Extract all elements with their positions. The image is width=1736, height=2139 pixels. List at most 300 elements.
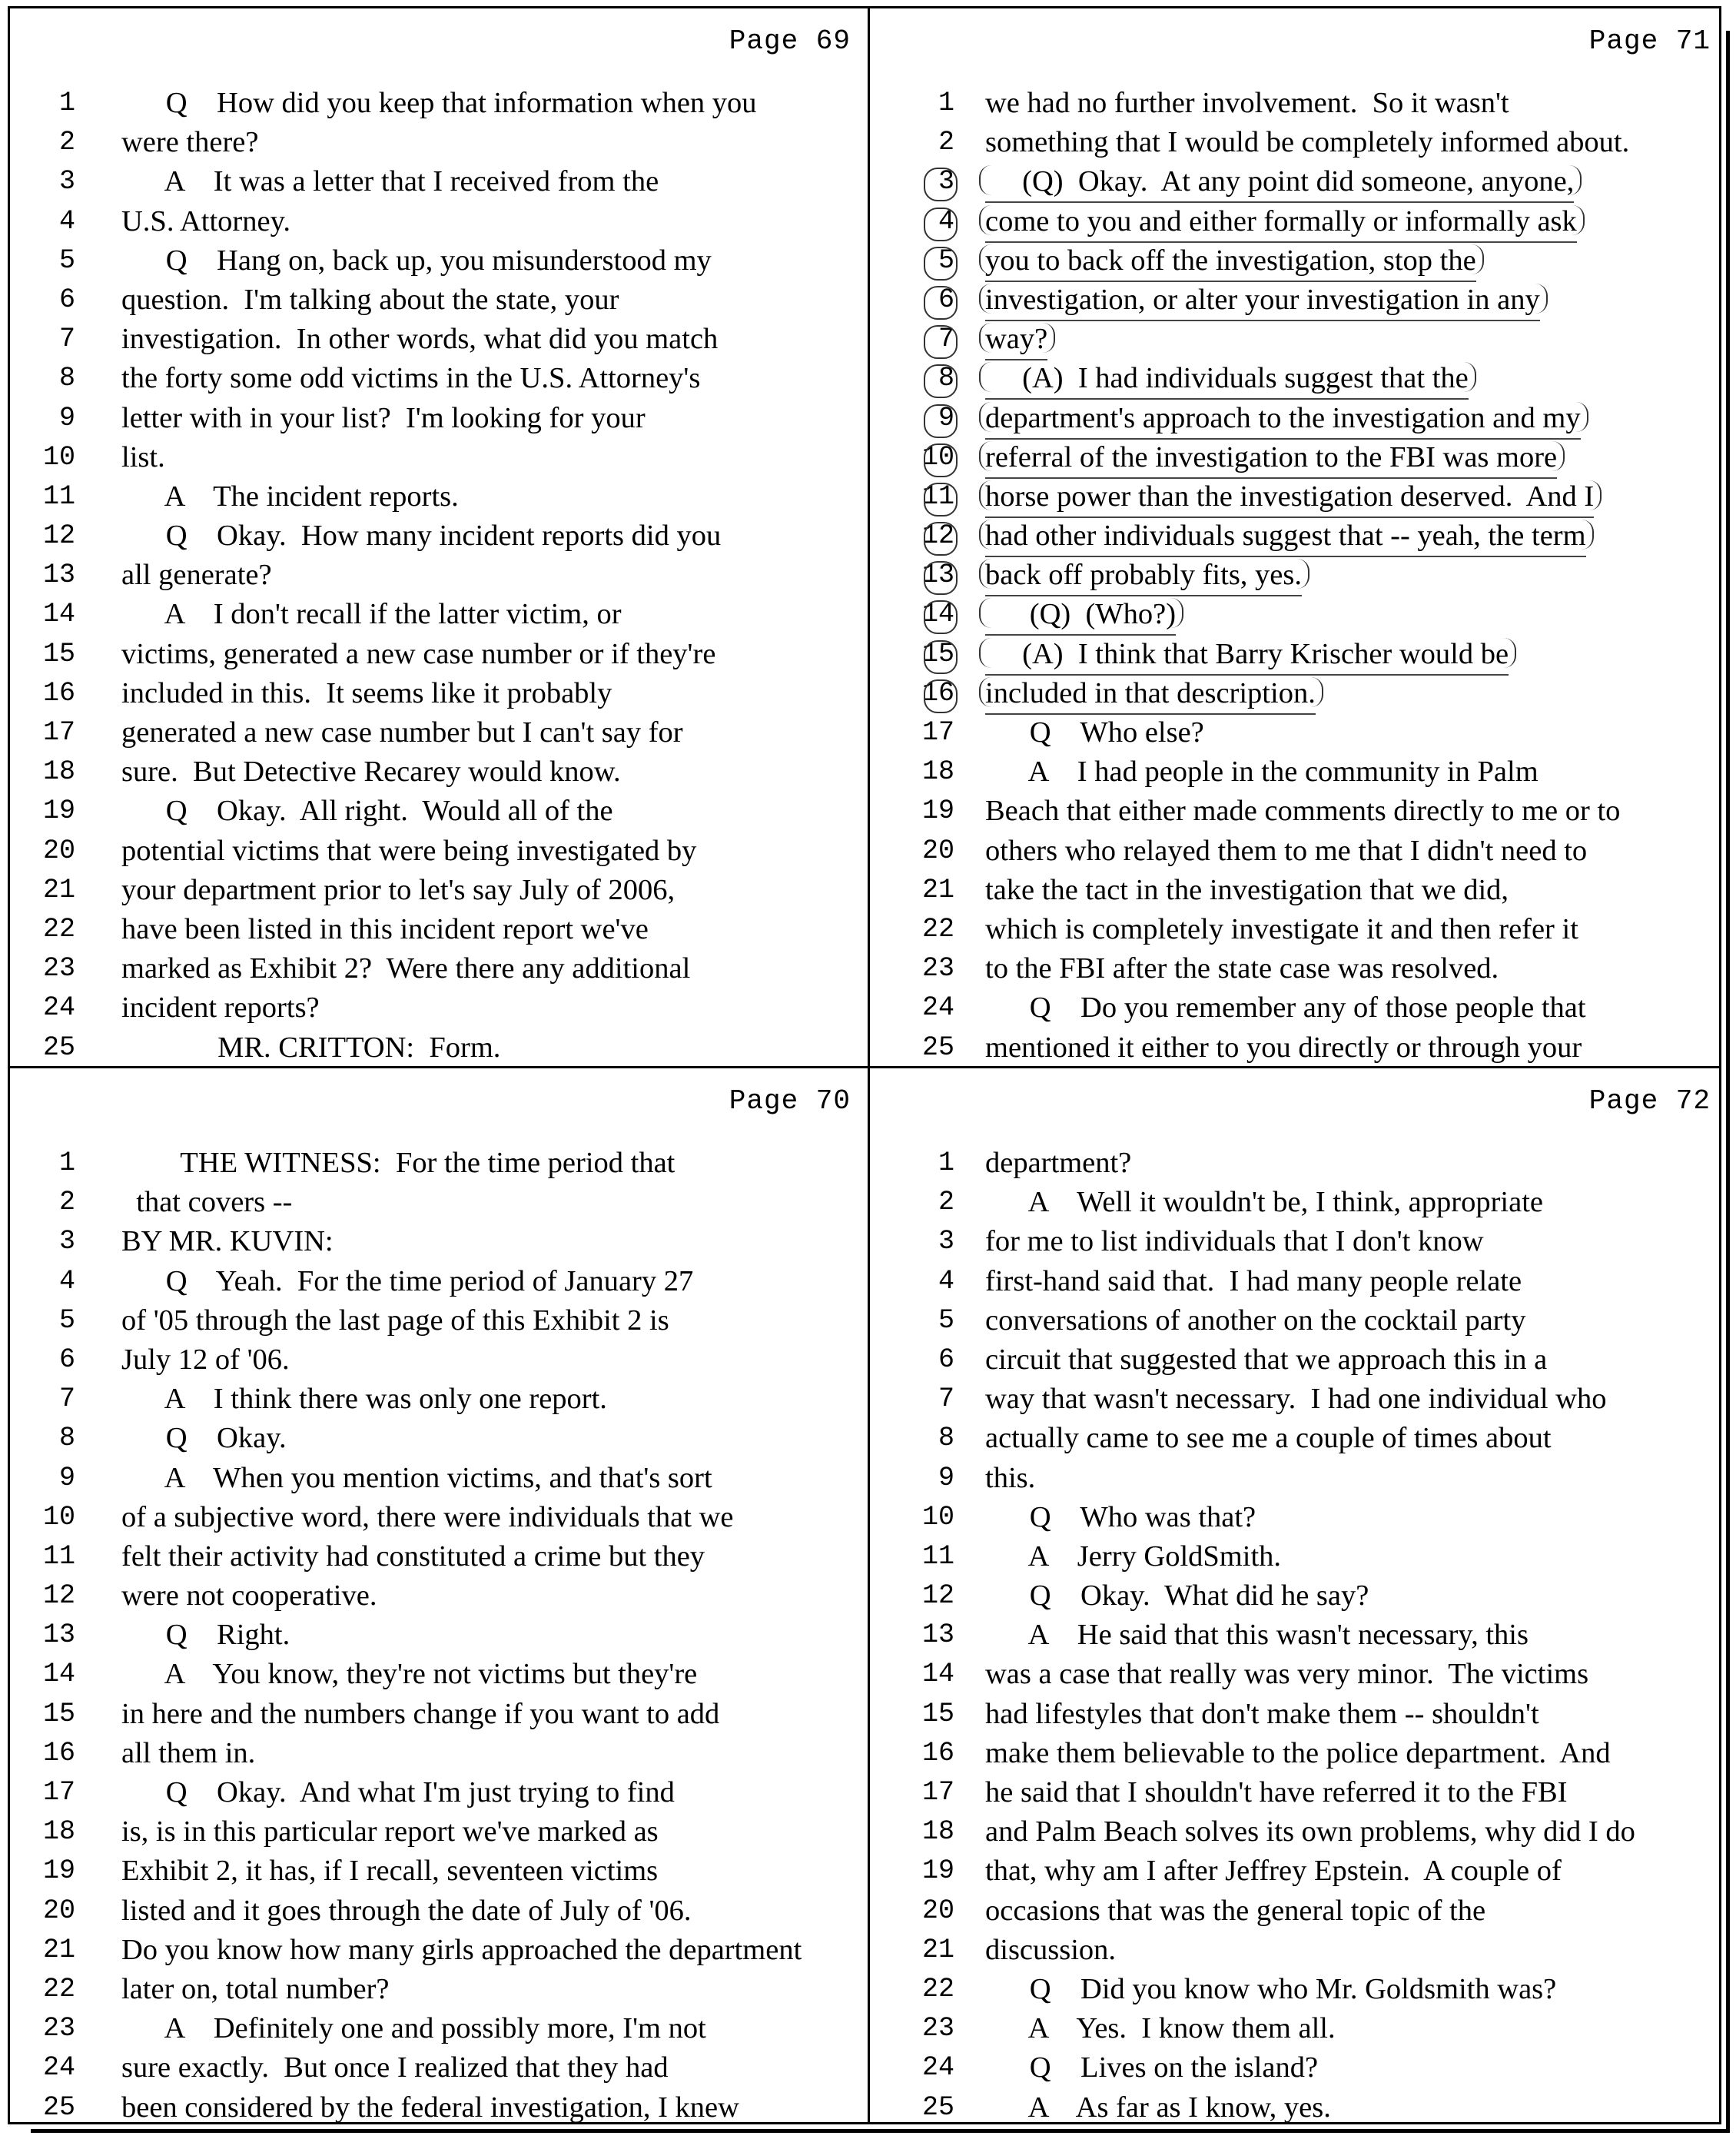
line-number: 16 xyxy=(42,1737,75,1769)
line-text: (Q) (Who?) xyxy=(985,595,1176,636)
transcript-line xyxy=(10,123,863,162)
line-text: had lifestyles that don't make them -- shouldn't xyxy=(985,1697,1539,1730)
line-text: A The incident reports. xyxy=(121,480,459,513)
line-number: 6 xyxy=(58,1344,75,1375)
line-number: 23 xyxy=(42,953,75,985)
transcript-line xyxy=(10,516,863,556)
line-text: all them in. xyxy=(121,1736,256,1769)
transcript-line xyxy=(10,949,863,988)
transcript-line xyxy=(870,752,1723,792)
line-text: we had no further involvement. So it wasn't xyxy=(985,87,1509,119)
transcript-line xyxy=(870,1695,1723,1734)
transcript-line xyxy=(870,1931,1723,1970)
line-text: for me to list individuals that I don't know xyxy=(985,1225,1484,1258)
line-number: 2 xyxy=(938,1187,954,1218)
line-text: he said that I shouldn't have referred it to the FBI xyxy=(985,1776,1568,1809)
line-number: 14 xyxy=(870,595,954,634)
transcript-line xyxy=(870,1892,1723,1931)
transcript-line xyxy=(10,1028,863,1068)
line-text: were there? xyxy=(121,126,259,159)
line-number: 23 xyxy=(921,2013,954,2044)
transcript-line xyxy=(870,1262,1723,1301)
transcript-line xyxy=(870,1419,1723,1458)
line-number: 3 xyxy=(870,162,954,201)
transcript-line xyxy=(10,792,863,831)
line-number: 23 xyxy=(921,953,954,985)
line-text: the forty some odd victims in the U.S. Attorney's xyxy=(121,362,701,395)
line-number: 15 xyxy=(42,638,75,669)
transcript-line xyxy=(870,399,1723,438)
line-text: marked as Exhibit 2? Were there any additional xyxy=(121,952,691,985)
line-number: 11 xyxy=(42,480,75,512)
transcript-line xyxy=(870,1537,1723,1576)
line-number: 5 xyxy=(58,1304,75,1336)
line-text: later on, total number? xyxy=(121,1972,390,2005)
line-text: victims, generated a new case number or if they're xyxy=(121,637,716,670)
line-number: 2 xyxy=(58,1187,75,1218)
transcript-line xyxy=(870,595,1723,634)
line-text: something that I would be completely informed about. xyxy=(985,126,1630,159)
transcript-line xyxy=(10,1931,863,1970)
transcript-line xyxy=(870,1616,1723,1655)
transcript-line xyxy=(10,556,863,595)
transcript-line xyxy=(10,1892,863,1931)
transcript-line xyxy=(10,241,863,281)
transcript-line xyxy=(10,1380,863,1419)
line-number: 20 xyxy=(921,1895,954,1926)
line-number: 13 xyxy=(42,1619,75,1651)
line-text: Q Lives on the island? xyxy=(985,2051,1319,2084)
transcript-line xyxy=(870,1498,1723,1537)
line-text: Do you know how many girls approached the department xyxy=(121,1933,802,1966)
line-number: 10 xyxy=(42,1501,75,1533)
line-number: 11 xyxy=(870,477,954,516)
page-number-label: Page 69 xyxy=(729,25,851,57)
transcript-line xyxy=(870,1773,1723,1812)
line-text: to the FBI after the state case was resolved. xyxy=(985,952,1499,985)
line-number: 25 xyxy=(42,1031,75,1063)
transcript-line xyxy=(870,320,1723,359)
transcript-line xyxy=(10,84,863,123)
line-number: 22 xyxy=(921,913,954,945)
line-number: 10 xyxy=(921,1501,954,1533)
line-number: 8 xyxy=(58,363,75,394)
line-number: 14 xyxy=(42,599,75,630)
line-text: incident reports? xyxy=(121,991,320,1025)
line-text: U.S. Attorney. xyxy=(121,204,290,237)
transcript-line xyxy=(10,871,863,910)
line-text: was a case that really was very minor. The victims xyxy=(985,1658,1589,1691)
line-number: 9 xyxy=(870,399,954,438)
line-text: Q Okay. xyxy=(121,1422,287,1455)
line-text: A I think there was only one report. xyxy=(121,1383,607,1416)
line-text: (A) I think that Barry Krischer would be xyxy=(985,635,1509,676)
transcript-lines xyxy=(10,84,863,1068)
line-number: 4 xyxy=(938,1265,954,1297)
line-text: of '05 through the last page of this Exhibit 2 is xyxy=(121,1304,669,1337)
transcript-line xyxy=(870,1380,1723,1419)
transcript-lines xyxy=(10,1144,863,2127)
line-number: 5 xyxy=(938,1304,954,1336)
transcript-line xyxy=(870,635,1723,674)
line-text: list. xyxy=(121,440,165,473)
transcript-line xyxy=(10,320,863,359)
transcript-line xyxy=(870,1459,1723,1498)
line-number: 21 xyxy=(921,874,954,905)
line-text: A I don't recall if the latter victim, or xyxy=(121,598,622,631)
line-number: 6 xyxy=(58,284,75,315)
line-text: investigation, or alter your investigation in any xyxy=(985,281,1540,321)
line-number: 22 xyxy=(42,913,75,945)
line-text: Q Right. xyxy=(121,1619,290,1652)
line-number: 2 xyxy=(58,127,75,158)
line-text: all generate? xyxy=(121,559,272,592)
transcript-line xyxy=(870,123,1723,162)
line-number: 9 xyxy=(938,1462,954,1493)
line-number: 15 xyxy=(921,1698,954,1729)
transcript-line xyxy=(870,2048,1723,2088)
line-text: make them believable to the police department. And xyxy=(985,1736,1611,1769)
line-number: 19 xyxy=(42,795,75,827)
transcript-line xyxy=(10,2009,863,2048)
line-text: Exhibit 2, it has, if I recall, seventeen victims xyxy=(121,1855,659,1888)
page-number-label: Page 70 xyxy=(729,1085,851,1117)
transcript-line xyxy=(870,556,1723,595)
transcript-line xyxy=(10,1537,863,1576)
line-text: letter with in your list? I'm looking for your xyxy=(121,401,646,434)
line-text: sure exactly. But once I realized that they had xyxy=(121,2051,669,2084)
line-text: take the tact in the investigation that we did, xyxy=(985,873,1509,906)
line-text: your department prior to let's say July of 2006, xyxy=(121,873,675,906)
page-number-label: Page 71 xyxy=(1588,25,1711,57)
transcript-line xyxy=(870,1028,1723,1068)
line-text: were not cooperative. xyxy=(121,1579,377,1613)
transcript-page-72 xyxy=(870,1068,1723,2124)
line-text: A He said that this wasn't necessary, this xyxy=(985,1619,1529,1652)
transcript-line xyxy=(10,202,863,241)
line-number: 11 xyxy=(42,1540,75,1572)
line-number: 13 xyxy=(42,560,75,591)
line-text: question. I'm talking about the state, your xyxy=(121,283,619,316)
transcript-line xyxy=(870,1222,1723,1261)
line-number: 1 xyxy=(938,1148,954,1178)
line-text: back off probably fits, yes. xyxy=(985,556,1302,596)
line-number: 1 xyxy=(938,88,954,118)
line-number: 14 xyxy=(921,1659,954,1690)
line-number: 20 xyxy=(42,1895,75,1926)
line-text: way? xyxy=(985,320,1047,360)
line-text: July 12 of '06. xyxy=(121,1343,290,1376)
line-number: 8 xyxy=(58,1423,75,1454)
line-text: you to back off the investigation, stop the xyxy=(985,241,1476,282)
line-number: 21 xyxy=(42,1934,75,1965)
line-number: 13 xyxy=(921,1619,954,1651)
line-text: Q Did you know who Mr. Goldsmith was? xyxy=(985,1972,1557,2005)
line-number: 24 xyxy=(42,2052,75,2084)
line-text: Q Okay. How many incident reports did you xyxy=(121,520,722,553)
transcript-line xyxy=(10,1852,863,1891)
transcript-line xyxy=(870,1576,1723,1616)
transcript-line xyxy=(870,1144,1723,1183)
line-text: Q Okay. And what I'm just trying to find xyxy=(121,1776,675,1809)
transcript-line xyxy=(10,1970,863,2009)
line-number: 12 xyxy=(921,1580,954,1612)
line-text: listed and it goes through the date of July of '06. xyxy=(121,1894,692,1927)
line-text: Q How did you keep that information when you xyxy=(121,87,757,119)
line-number: 24 xyxy=(921,992,954,1024)
transcript-line xyxy=(10,438,863,477)
transcript-line xyxy=(10,752,863,792)
line-number: 18 xyxy=(42,756,75,788)
transcript-line xyxy=(10,359,863,398)
transcript-line xyxy=(10,1301,863,1340)
transcript-line xyxy=(870,1340,1723,1380)
line-text: A Definitely one and possibly more, I'm not xyxy=(121,2012,706,2045)
line-text: (Q) Okay. At any point did someone, anyone, xyxy=(985,162,1574,203)
line-text: generated a new case number but I can't say for xyxy=(121,716,683,749)
line-text: which is completely investigate it and then refer it xyxy=(985,912,1578,945)
line-number: 15 xyxy=(870,635,954,674)
line-number: 3 xyxy=(58,166,75,198)
transcript-line xyxy=(10,910,863,949)
line-number: 8 xyxy=(870,359,954,398)
transcript-line xyxy=(870,84,1723,123)
transcript-line xyxy=(10,674,863,713)
line-text: Q Do you remember any of those people that xyxy=(985,991,1586,1025)
line-number: 16 xyxy=(921,1737,954,1769)
transcript-line xyxy=(10,162,863,201)
page-number-label: Page 72 xyxy=(1588,1085,1711,1117)
transcript-line xyxy=(10,1498,863,1537)
line-number: 19 xyxy=(921,795,954,827)
line-number: 3 xyxy=(938,1226,954,1257)
transcript-sheet xyxy=(8,6,1721,2124)
line-number: 9 xyxy=(58,1462,75,1493)
line-number: 10 xyxy=(42,441,75,473)
transcript-page-69 xyxy=(10,8,863,1064)
line-number: 15 xyxy=(42,1698,75,1729)
line-number: 4 xyxy=(870,202,954,241)
line-number: 25 xyxy=(921,1031,954,1063)
transcript-line xyxy=(870,1183,1723,1222)
line-text: have been listed in this incident report we've xyxy=(121,912,649,945)
transcript-lines xyxy=(870,1144,1723,2127)
line-number: 17 xyxy=(42,717,75,748)
transcript-line xyxy=(870,202,1723,241)
transcript-line xyxy=(10,1222,863,1261)
transcript-line xyxy=(10,1459,863,1498)
line-text: way that wasn't necessary. I had one individual who xyxy=(985,1383,1607,1416)
line-text: referral of the investigation to the FBI was more xyxy=(985,438,1557,479)
transcript-line xyxy=(10,2088,863,2127)
transcript-line xyxy=(870,241,1723,281)
line-number: 4 xyxy=(58,205,75,237)
line-number: 3 xyxy=(58,1226,75,1257)
transcript-line xyxy=(870,792,1723,831)
transcript-line xyxy=(10,595,863,634)
transcript-line xyxy=(10,399,863,438)
transcript-line xyxy=(10,281,863,320)
transcript-page-71 xyxy=(870,8,1723,1064)
transcript-line xyxy=(870,516,1723,556)
line-text: investigation. In other words, what did you match xyxy=(121,323,719,356)
line-number: 24 xyxy=(42,992,75,1024)
transcript-line xyxy=(10,2048,863,2088)
line-number: 14 xyxy=(42,1659,75,1690)
line-text: Q Okay. What did he say? xyxy=(985,1579,1369,1613)
transcript-line xyxy=(10,1183,863,1222)
transcript-line xyxy=(10,1734,863,1773)
line-text: A Yes. I know them all. xyxy=(985,2012,1336,2045)
line-text: that covers -- xyxy=(121,1186,293,1219)
line-number: 12 xyxy=(42,520,75,552)
transcript-line xyxy=(10,832,863,871)
line-text: department's approach to the investigation and my xyxy=(985,399,1581,440)
line-number: 18 xyxy=(42,1816,75,1848)
line-number: 7 xyxy=(58,324,75,355)
transcript-line xyxy=(870,949,1723,988)
page-shadow-bottom xyxy=(31,2129,1729,2133)
line-number: 18 xyxy=(921,1816,954,1848)
transcript-page-70 xyxy=(10,1068,863,2124)
transcript-line xyxy=(870,871,1723,910)
transcript-line xyxy=(10,1773,863,1812)
line-number: 7 xyxy=(870,320,954,359)
line-number: 25 xyxy=(921,2091,954,2123)
transcript-line xyxy=(10,1616,863,1655)
line-text: A You know, they're not victims but they're xyxy=(121,1658,698,1691)
transcript-line xyxy=(870,713,1723,752)
line-number: 22 xyxy=(921,1973,954,2004)
line-text: sure. But Detective Recarey would know. xyxy=(121,756,621,789)
line-number: 2 xyxy=(938,127,954,158)
line-text: Q Who was that? xyxy=(985,1500,1256,1533)
transcript-line xyxy=(10,1695,863,1734)
line-text: BY MR. KUVIN: xyxy=(121,1225,334,1258)
line-text: Q Who else? xyxy=(985,716,1204,749)
line-text: conversations of another on the cocktail party xyxy=(985,1304,1526,1337)
transcript-line xyxy=(870,1301,1723,1340)
line-text: in here and the numbers change if you want to add xyxy=(121,1697,720,1730)
transcript-line xyxy=(870,1655,1723,1694)
line-number: 7 xyxy=(58,1383,75,1415)
line-text: felt their activity had constituted a crime but they xyxy=(121,1539,705,1573)
transcript-line xyxy=(870,359,1723,398)
transcript-line xyxy=(870,1852,1723,1891)
transcript-lines xyxy=(870,84,1723,1068)
transcript-line xyxy=(870,1812,1723,1852)
transcript-line xyxy=(870,281,1723,320)
line-text: A As far as I know, yes. xyxy=(985,2091,1331,2124)
line-text: come to you and either formally or informally ask xyxy=(985,202,1577,243)
line-text: mentioned it either to you directly or through your xyxy=(985,1031,1582,1064)
transcript-line xyxy=(10,477,863,516)
line-text: been considered by the federal investigation, I knew xyxy=(121,2091,739,2124)
line-number: 23 xyxy=(42,2013,75,2044)
line-text: A I had people in the community in Palm xyxy=(985,756,1539,789)
line-number: 20 xyxy=(921,835,954,866)
transcript-line xyxy=(870,832,1723,871)
line-text: included in that description. xyxy=(985,674,1316,715)
line-number: 21 xyxy=(921,1934,954,1965)
line-text: horse power than the investigation deserved. And I xyxy=(985,477,1594,518)
transcript-line xyxy=(870,988,1723,1028)
line-number: 17 xyxy=(921,717,954,748)
line-number: 5 xyxy=(58,244,75,276)
line-text: that, why am I after Jeffrey Epstein. A couple of xyxy=(985,1855,1562,1888)
line-number: 19 xyxy=(42,1855,75,1887)
line-text: circuit that suggested that we approach this in a xyxy=(985,1343,1548,1376)
line-number: 21 xyxy=(42,874,75,905)
transcript-line xyxy=(10,1419,863,1458)
transcript-line xyxy=(10,635,863,674)
transcript-line xyxy=(870,674,1723,713)
line-number: 6 xyxy=(938,1344,954,1375)
transcript-line xyxy=(10,1655,863,1694)
line-text: A Well it wouldn't be, I think, appropriate xyxy=(985,1186,1543,1219)
transcript-line xyxy=(10,1340,863,1380)
transcript-line xyxy=(10,988,863,1028)
line-number: 13 xyxy=(870,556,954,595)
line-text: department? xyxy=(985,1147,1132,1179)
line-number: 9 xyxy=(58,402,75,433)
line-number: 25 xyxy=(42,2091,75,2123)
transcript-line xyxy=(870,1970,1723,2009)
transcript-line xyxy=(10,1576,863,1616)
line-number: 17 xyxy=(42,1777,75,1808)
line-number: 10 xyxy=(870,438,954,477)
transcript-line xyxy=(870,910,1723,949)
line-text: had other individuals suggest that -- yeah, the term xyxy=(985,516,1586,557)
transcript-line xyxy=(10,1144,863,1183)
transcript-line xyxy=(870,2009,1723,2048)
line-text: occasions that was the general topic of the xyxy=(985,1894,1486,1927)
transcript-line xyxy=(870,438,1723,477)
line-text: Q Yeah. For the time period of January 27 xyxy=(121,1264,694,1297)
line-text: Q Okay. All right. Would all of the xyxy=(121,795,613,828)
line-number: 7 xyxy=(938,1383,954,1415)
line-text: is, is in this particular report we've marked as xyxy=(121,1815,659,1848)
line-number: 19 xyxy=(921,1855,954,1887)
transcript-line xyxy=(870,1734,1723,1773)
line-text: A Jerry GoldSmith. xyxy=(985,1539,1282,1573)
line-text: Beach that either made comments directly to me or to xyxy=(985,795,1621,828)
line-number: 4 xyxy=(58,1265,75,1297)
line-number: 12 xyxy=(870,516,954,556)
line-number: 12 xyxy=(42,1580,75,1612)
transcript-line xyxy=(10,1262,863,1301)
line-number: 16 xyxy=(870,674,954,713)
line-number: 20 xyxy=(42,835,75,866)
line-text: (A) I had individuals suggest that the xyxy=(985,359,1469,400)
transcript-line xyxy=(870,477,1723,516)
page-shadow-right xyxy=(1726,31,1730,2133)
transcript-line xyxy=(10,713,863,752)
line-number: 22 xyxy=(42,1973,75,2004)
line-number: 6 xyxy=(870,281,954,320)
line-text: and Palm Beach solves its own problems, why did I do xyxy=(985,1815,1635,1848)
line-number: 1 xyxy=(58,88,75,118)
line-number: 17 xyxy=(921,1777,954,1808)
line-number: 5 xyxy=(870,241,954,281)
transcript-line xyxy=(870,162,1723,201)
line-text: included in this. It seems like it probably xyxy=(121,676,612,709)
line-number: 11 xyxy=(921,1540,954,1572)
line-text: others who relayed them to me that I didn't need to xyxy=(985,834,1588,867)
line-text: A It was a letter that I received from the xyxy=(121,165,659,198)
line-number: 1 xyxy=(58,1148,75,1178)
line-text: potential victims that were being investigated by xyxy=(121,834,697,867)
